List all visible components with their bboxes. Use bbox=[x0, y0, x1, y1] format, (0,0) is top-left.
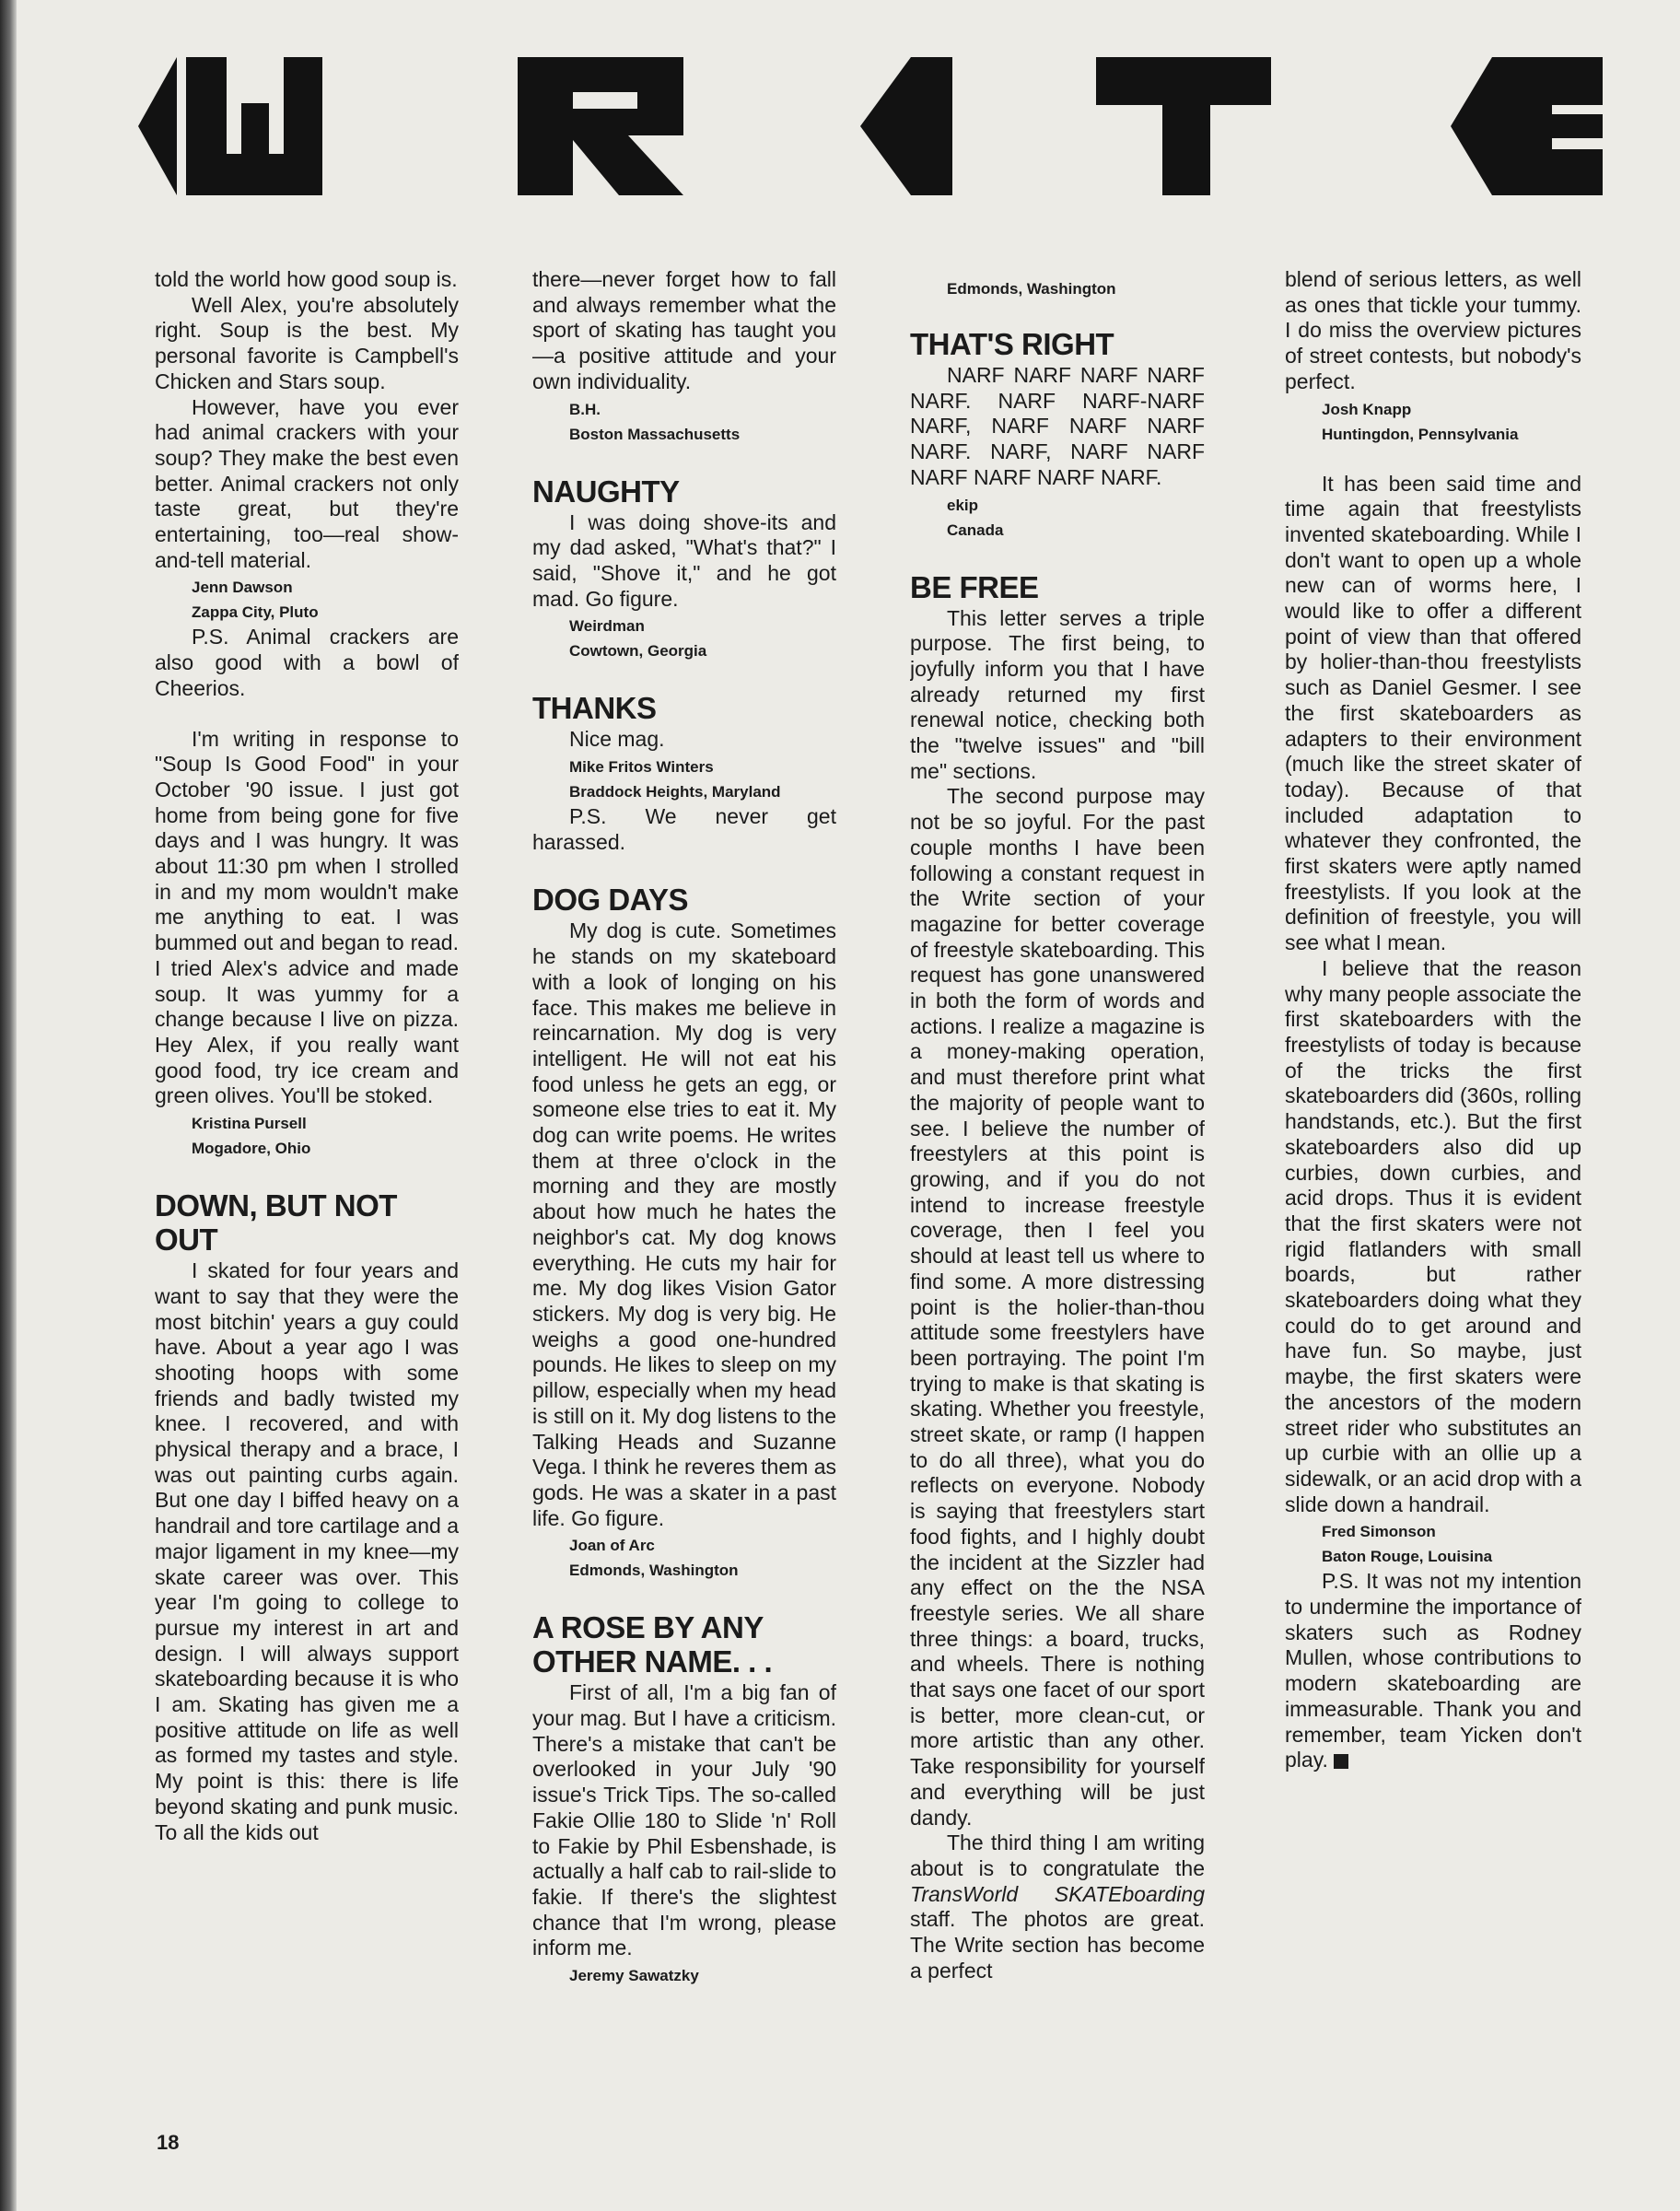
letter-text: The second purpose may not be so joyful. For the past couple months I have been following a constant request in the Write section of your magazine for better coverage of freestyle skateboarding. This request has gone unanswered in both the form of words and actions. I realize a magazine is a money-making operation, and must therefore print what the majority of people want to see. I believe the number of freestylers at this point is growing, and if you do not intend to increase freestyle coverage, then I feel you should at least tell us where to find some. A more distressing point is the holier-than-thou attitude some freestylers have been portraying. The point I'm trying to make is that skating is skating. Whether you freestyle, street skate, or ramp (I happen to do all three), what you do reflects on everyone. Nobody is saying that freestylers start food fights, and I highly doubt the incident at the Sizzler had any effect on the the NSA freestyle series. We all share three things: a board, trucks, and wheels. There is nothing that says one facet of our sport is better, more clean-cut, or more artistic than any other. Take responsibility for yourself and everything will be just dandy. bbox=[910, 784, 1205, 1830]
letter-text: I skated for four years and want to say that they were the most bitchin' years a guy could have. About a year ago I was shooting hoops with some friends and badly twisted my knee. I recovered, and with physical therapy and a brace, I was out painting curbs again. But one day I biffed heavy on a handrail and tore cartilage and a major ligament in my knee—my skate career was over. This year I'm going to college to pursue my interest in art and design. I will always support skateboarding because it is who I am. Skating has given me a positive attitude on life as well as formed my tastes and style. My point is this: there is life beyond skating and punk music. To all the kids out bbox=[155, 1258, 459, 1844]
letter-text: blend of serious letters, as well as ones that tickle your tummy. I do miss the overview pictures of street contests, but nobody's perfect. bbox=[1285, 267, 1581, 393]
signature-place: Edmonds, Washington bbox=[569, 1562, 739, 1580]
letter-heading: THANKS bbox=[532, 691, 657, 726]
masthead-r-glyph bbox=[518, 48, 683, 205]
letter-heading: THAT'S RIGHT bbox=[910, 327, 1114, 361]
letter-text bbox=[910, 1831, 1205, 1983]
masthead-e-glyph bbox=[1451, 48, 1603, 205]
letter-text: Nice mag. bbox=[569, 727, 665, 752]
signature-place: Mogadore, Ohio bbox=[192, 1140, 311, 1158]
end-mark-icon: T bbox=[1334, 1754, 1348, 1769]
masthead-letter-e bbox=[1451, 48, 1603, 205]
letter-text: It has been said time and time again that freestylists invented skateboarding. While I don't want to open up a whole new can of worms here, I would like to offer a different point of view than that offered by holier-than-thou freestylists such as Daniel Gesmer. I see the first skateboarders as adapters to their environment (much like the street skater of today). Because of that included adaptation to whatever they confronted, the first skaters were aptly named freestylists. If you look at the definition of freestyle, you will see what I mean. bbox=[1285, 471, 1581, 955]
signature-place: Cowtown, Georgia bbox=[569, 642, 707, 661]
signature-name: Josh Knapp bbox=[1322, 400, 1412, 418]
letter-text: However, have you ever had animal crackers with your soup? They make the best even better. Animal crackers not only taste great, but they're entertaining, too—real show-and-tell material. bbox=[155, 394, 459, 572]
signature-name: Jeremy Sawatzky bbox=[569, 1967, 699, 1985]
signature-name: Jenn Dawson bbox=[192, 579, 293, 597]
masthead-letter-w bbox=[138, 48, 322, 205]
signature-place: Baton Rouge, Louisina bbox=[1322, 1548, 1493, 1566]
masthead bbox=[138, 48, 1603, 205]
letter-text: there—never forget how to fall and always remember what the sport of skating has taught you—a positive attitude and your own individuality. bbox=[532, 267, 836, 393]
magazine-title: TransWorld SKATEboarding bbox=[910, 1881, 1205, 1906]
letter-text bbox=[1285, 1569, 1581, 1773]
signature-name: B.H. bbox=[569, 400, 601, 418]
signature-name: Weirdman bbox=[569, 617, 645, 636]
column-3 bbox=[910, 267, 1205, 2119]
letter-text: Well Alex, you're absolutely right. Soup is the best. My personal favorite is Campbell's Chicken and Stars soup. bbox=[155, 292, 459, 393]
letter-heading: DOG DAYS bbox=[532, 883, 688, 918]
letter-text: First of all, I'm a big fan of your mag. But I have a criticism. There's a mistake that can't be overlooked in your July '90 issue's Trick Tips. The so-called Fakie Ollie 180 to Slide 'n' Roll to Fakie by Phil Esbenshade, is actually a half cab to rail-slide to fakie. If there's the slightest chance that I'm wrong, please inform me. bbox=[532, 1680, 836, 1960]
letter-heading: BE FREE bbox=[910, 569, 1039, 604]
page-number: 18 bbox=[157, 2131, 180, 2154]
signature-place: Braddock Heights, Maryland bbox=[569, 783, 781, 801]
letter-text: NARF NARF NARF NARF NARF. NARF NARF-NARF NARF, NARF NARF NARF NARF. NARF, NARF NARF NARF NARF NARF NARF. bbox=[910, 363, 1205, 489]
signature-name: Fred Simonson bbox=[1322, 1523, 1436, 1541]
masthead-t-glyph bbox=[1096, 48, 1271, 205]
letter-text: P.S. We never get harassed. bbox=[532, 804, 836, 854]
column-1 bbox=[155, 267, 459, 2119]
column-4 bbox=[1285, 267, 1581, 2119]
letter-heading: DOWN, BUT NOT OUT bbox=[155, 1188, 397, 1258]
masthead-letter-t bbox=[1096, 48, 1271, 205]
signature-place: Zappa City, Pluto bbox=[192, 603, 319, 622]
masthead-i-glyph bbox=[860, 48, 952, 205]
signature-name: Kristina Pursell bbox=[192, 1115, 307, 1133]
masthead-w-glyph bbox=[138, 48, 322, 205]
letter-text: I was doing shove-its and my dad asked, "What's that?" I said, "Shove it," and he got mad. Go figure. bbox=[532, 509, 836, 611]
letter-text: P.S. Animal crackers are also good with a bowl of Cheerios. bbox=[155, 625, 459, 700]
letter-text: This letter serves a triple purpose. The first being, to joyfully inform you that I have already returned my first renewal notice, checking both the "twelve issues" and "bill me" sections. bbox=[910, 605, 1205, 783]
signature-place: Boston Massachusetts bbox=[569, 425, 741, 443]
signature-place: Huntingdon, Pennsylvania bbox=[1322, 425, 1519, 443]
letter-text: I'm writing in response to "Soup Is Good Food" in your October '90 issue. I just got home from being gone for five days and I was hungry. It was about 11:30 pm when I strolled in and my mom wouldn't make me anything to eat. I was bummed out and began to read. I tried Alex's advice and made soup. It was yummy for a change because I live on pizza. Hey Alex, if you really want good food, try ice cream and green olives. You'll be stoked. bbox=[155, 726, 459, 1108]
signature-name: ekip bbox=[947, 496, 979, 514]
signature-name: Joan of Arc bbox=[569, 1537, 655, 1555]
letter-text-part: P.S. It was not my intention to undermine the importance of skaters such as Rodney Mullen, whose contributions to modern skateboarding are immeasurable. Thank you and remember, team Yicken don't play. bbox=[1285, 1569, 1581, 1772]
letter-heading: NAUGHTY bbox=[532, 474, 680, 509]
letter-text-part: The third thing I am writing about is to congratulate the bbox=[910, 1831, 1205, 1880]
letter-text: My dog is cute. Sometimes he stands on my skateboard with a look of longing on his face. This makes me believe in reincarnation. My dog is very intelligent. He will not eat his food unless he gets an egg, or someone else tries to eat it. My dog can write poems. He writes them at three o'clock in the morning and they are mostly about how much he hates the neighbor's cat. My dog knows everything. He cuts my hair for me. My dog likes Vision Gator stickers. My dog is very big. He weighs a good one-hundred pounds. He likes to sleep on my pillow, especially when my head is still on it. My dog listens to the Talking Heads and Suzanne Vega. I think he reveres them as gods. He was a skater in a past life. Go figure. bbox=[532, 918, 836, 1530]
column-2 bbox=[532, 267, 836, 2119]
masthead-letter-r bbox=[518, 48, 683, 205]
signature-place: Canada bbox=[947, 521, 1004, 539]
masthead-letter-i bbox=[860, 48, 952, 205]
letter-text-part: staff. The photos are great. The Write section has become a perfect bbox=[910, 1907, 1205, 1983]
signature-name: Mike Fritos Winters bbox=[569, 758, 714, 777]
signature-place: Edmonds, Washington bbox=[947, 280, 1116, 298]
letter-heading: A ROSE BY ANY OTHER NAME. . . bbox=[532, 1610, 773, 1679]
letter-text: told the world how good soup is. bbox=[155, 267, 458, 291]
letter-text: I believe that the reason why many people associate the first skateboarders with the freestylists of today is because of the tricks the first skateboarders did (360s, rolling handstands, etc.). But the first skateboarders also did up curbies, down curbies, and acid drops. Thus it is evident that the first skaters were not rigid flatlanders with small boards, but rather skateboarders doing what they could do to get around and have fun. So maybe, just maybe, the first skaters were the ancestors of the modern street rider who substitutes an up curbie with an ollie up a sidewalk, or an acid drop with a slide down a handrail. bbox=[1285, 955, 1581, 1516]
